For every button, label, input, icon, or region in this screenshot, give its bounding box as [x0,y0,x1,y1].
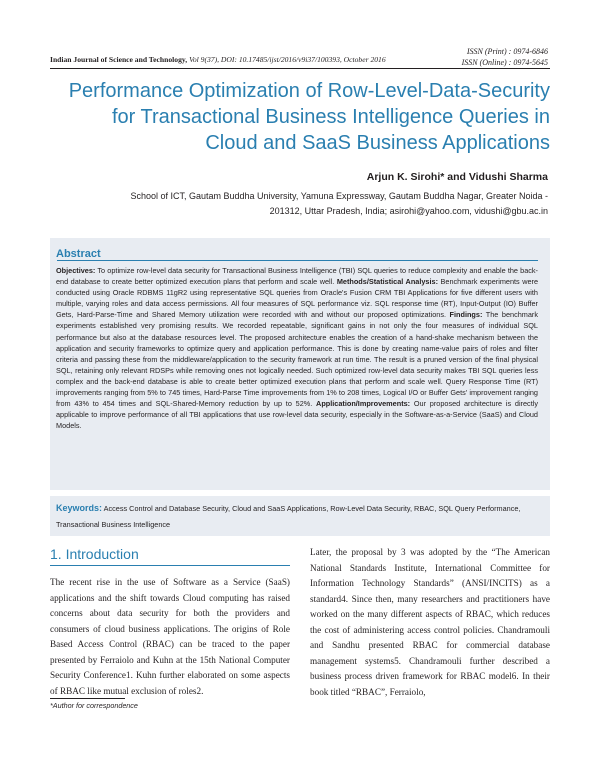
methods-label: Methods/Statistical Analysis: [336,277,439,287]
objectives-label: Objectives: [56,266,96,275]
keywords-text: Access Control and Database Security, Cloud and SaaS Applications, Row-Level Data Security, RBAC, SQL Query Performance, Transactional Business Intelligence [56,504,521,529]
authors: Arjun K. Sirohi* and Vidushi Sharma [366,171,548,183]
applications-text: Our proposed architecture is directly applicable to improve performance of all TBI applications that use row-level data security, especially in the Software-as-a-Service (SaaS) and Cloud Models. [56,399,538,431]
introduction-column-2: Later, the proposal by 3 was adopted by the “The American National Standards Institute, International Committee for Information Technology Standards” (ANSI/INCITS) as a standard4. Since then, many researchers and practitioners have worked on the many different aspects of RBAC, which reduces the cost of administering access control policies. Chandramouli and Sandhu presented RBAC for commercial database management systems5. Chandramouli further described a business process driven framework for RBAC model6. In their book titled “RBAC”, Ferraiolo, [310,547,550,697]
objectives-text: To optimize row-level data security for Transactional Business Intelligence (TBI) SQL queries to reduce complexity and enable the back-end database to create better optimized execution plans that perform and scale well. [56,266,538,287]
introduction-column-1: The recent rise in the use of Software as a Service (SaaS) applications and the shift towards Cloud computing has raised concerns about data security for both the providers and consumers of cloud business applications. The origins of Role Based Access Control (RBAC) can be traced to the paper presented by Ferraiolo and Kuhn at the 15th National Computer Security Conference1. Kuhn further elaborated on some aspects of RBAC like mutual exclusion of roles2. [50,577,290,696]
header-rule [50,68,550,69]
introduction-rule [50,565,290,566]
journal-citation [50,55,386,64]
findings-text: The benchmark experiments established very promising results. We recorded repeatable, significant gains in not only the four measures of individual SQL performance but also at the database resources level. The proposed architecture enables the creation of a hand-shake mechanism between the application and security frameworks to optimize query and application performance. This is done by creating name-value pairs of roles and filter criteria and passing these from the middleware/application to the security framework at run time. The result is a pruned version of the final physical SQL, retaining only relevant RDSPs while removing ones not logically needed. Such optimized row-level data security makes TBI SQL queries less complex and the back-end database is able to create better optimized execution plans that perform and scale well. Query Response Time (RT) improvements ranging from 5% to 745 times, Hard-Parse Time improvements from 1% to 208 times, Logical I/O or Buffer Gets' improvement ranging from 43% to 454 times and SQL-Shared-Memory reduction by up to 52%. [56,310,538,409]
footnote-rule [50,698,125,699]
paper-title: Performance Optimization of Row-Level-Data-Security for Transactional Business Intelligence Queries in Cloud and SaaS Business Applications [68,80,550,154]
footnote: *Author for correspondence [50,701,138,710]
issn-print: ISSN (Print) : 0974-6846 [466,47,548,56]
abstract-rule [57,260,538,261]
abstract-heading: Abstract [56,248,101,260]
journal-name: Indian Journal of Science and Technology, [50,55,188,64]
introduction-heading: 1. Introduction [50,546,139,562]
journal-details: Vol 9(37), DOI: 10.17485/ijst/2016/v9i37/100393, October 2016 [189,55,386,64]
methods-text: Benchmark experiments were conducted using Oracle RDBMS 11gR2 using representative SQL queries from Oracle's Fusion CRM TBI Applications for five different users with multiple, varying roles and data access permissions. All four measures of SQL performance viz. SQL response time (RT), Input-Output (IO) Buffer Gets, Hard-Parse-Time and Shared Memory utilization were recorded with and without our proposed optimizations. [56,277,539,320]
abstract-text [56,265,538,431]
issn-online: ISSN (Online) : 0974-5645 [461,58,548,67]
applications-label: Application/Improvements: [316,399,411,409]
keywords-label: Keywords: [56,503,103,513]
findings-label: Findings: [449,310,483,320]
affiliation: School of ICT, Gautam Buddha University, Yamuna Expressway, Gautam Buddha Nagar, Greater Noida - 201312, Uttar Pradesh, India; asirohi@yahoo.com, vidushi@gbu.ac.in [130,191,548,216]
keywords [56,500,541,533]
